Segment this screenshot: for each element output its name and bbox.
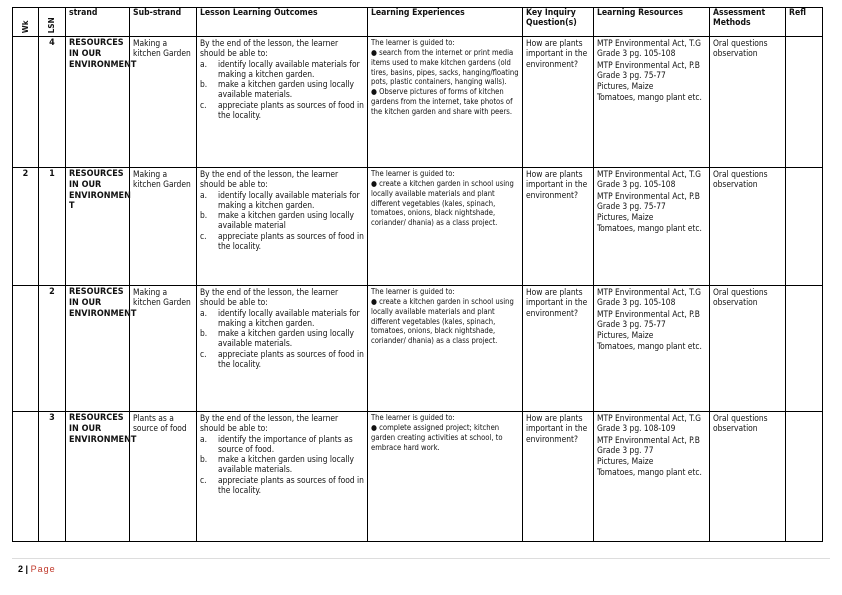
week-cell — [13, 286, 39, 412]
outcome-letter: a. — [200, 58, 208, 69]
sub-strand-cell: Plants as a source of food — [130, 412, 197, 542]
outcome-item — [200, 79, 364, 100]
resource-item: Pictures, Maize — [597, 81, 654, 91]
outcome-letter: a. — [200, 189, 208, 200]
experiences-cell — [368, 286, 523, 412]
outcome-letter: b. — [200, 79, 208, 89]
header-week: Wk — [13, 8, 39, 37]
outcome-item — [200, 434, 364, 455]
header-resources: Learning Resources — [594, 8, 710, 37]
inquiry-cell: How are plants important in the environment? — [523, 37, 594, 168]
outcome-item — [200, 190, 364, 211]
sub-strand-cell: Making a kitchen Garden — [130, 168, 197, 286]
inquiry-cell: How are plants important in the environment? — [523, 286, 594, 412]
reflection-cell — [786, 168, 823, 286]
resource-item: MTP Environmental Act, T.G Grade 3 pg. 105-108 — [597, 38, 701, 59]
outcome-letter: b. — [200, 454, 208, 464]
outcomes-cell — [197, 168, 368, 286]
experience-item: ● search from the internet or print media items used to make kitchen gardens (old tires, basins, pipes, sacks, hanging/floating pots, plastic containers, hanging walls). — [371, 47, 519, 87]
lesson-row — [13, 412, 823, 542]
strand-cell: RESOURCES IN OUR ENVIRONMENT — [66, 412, 130, 542]
reflection-cell — [786, 286, 823, 412]
header-strand: strand — [66, 8, 130, 37]
experiences-cell — [368, 412, 523, 542]
assessment-cell: Oral questions observation — [710, 168, 786, 286]
experiences-intro: The learner is guided to: — [371, 413, 455, 422]
sub-strand-cell: Making a kitchen Garden — [130, 286, 197, 412]
header-inquiry: Key Inquiry Question(s) — [523, 8, 594, 37]
outcomes-intro: By the end of the lesson, the learner should be able to: — [200, 413, 339, 434]
assessment-cell: Oral questions observation — [710, 37, 786, 168]
lesson-cell: 4 — [39, 37, 66, 168]
assessment-cell: Oral questions observation — [710, 286, 786, 412]
reflection-cell — [786, 37, 823, 168]
outcomes-cell — [197, 37, 368, 168]
outcomes-list — [200, 59, 364, 121]
resources-cell — [594, 286, 710, 412]
outcomes-list — [200, 308, 364, 370]
outcome-letter: b. — [200, 328, 208, 338]
sub-strand-cell: Making a kitchen Garden — [130, 37, 197, 168]
strand-cell: RESOURCES IN OUR ENVIRONMENT — [66, 286, 130, 412]
week-cell — [13, 37, 39, 168]
header-lesson: LSN — [39, 8, 66, 37]
lesson-row — [13, 286, 823, 412]
strand-cell: RESOURCES IN OUR ENVIRONMEN T — [66, 168, 130, 286]
experiences-list — [371, 48, 519, 117]
outcome-letter: b. — [200, 210, 208, 220]
footer-divider — [12, 558, 830, 559]
assessment-cell: Oral questions observation — [710, 412, 786, 542]
experiences-intro: The learner is guided to: — [371, 169, 455, 178]
lesson-row — [13, 168, 823, 286]
resource-item: Pictures, Maize — [597, 330, 654, 340]
resource-item: MTP Environmental Act, T.G Grade 3 pg. 108-109 — [597, 413, 701, 434]
outcome-item — [200, 59, 364, 80]
resource-item: Tomatoes, mango plant etc. — [597, 92, 702, 103]
outcome-text: appreciate plants as sources of food in the locality. — [218, 99, 364, 120]
lesson-row — [13, 37, 823, 168]
footer-separator: | — [25, 564, 29, 574]
experiences-cell — [368, 168, 523, 286]
outcome-text: make a kitchen garden using locally available materials. — [218, 454, 354, 475]
experience-item: ● create a kitchen garden in school using locally available materials and plant different vegetables (kales, spinach, tomatoes, onions, black nightshade, coriander/ dhania) as a class project. — [371, 178, 514, 228]
experiences-intro: The learner is guided to: — [371, 38, 455, 47]
page-footer — [18, 564, 56, 574]
resource-item: MTP Environmental Act, P.B Grade 3 pg. 77 — [597, 434, 700, 455]
outcome-item — [200, 231, 364, 252]
lesson-cell: 2 — [39, 286, 66, 412]
resource-item: MTP Environmental Act, P.B Grade 3 pg. 75-77 — [597, 190, 700, 211]
strand-cell: RESOURCES IN OUR ENVIRONMENT — [66, 37, 130, 168]
outcome-letter: c. — [200, 230, 207, 241]
outcome-item — [200, 349, 364, 370]
resource-item: MTP Environmental Act, P.B Grade 3 pg. 75-77 — [597, 308, 700, 329]
outcome-text: identify locally available materials for making a kitchen garden. — [218, 307, 360, 328]
outcomes-list — [200, 434, 364, 496]
outcome-item — [200, 308, 364, 329]
header-experiences: Learning Experiences — [368, 8, 523, 37]
lesson-cell: 3 — [39, 412, 66, 542]
experiences-list — [371, 297, 519, 346]
page-number: 2 — [18, 564, 24, 574]
outcome-item — [200, 210, 364, 231]
week-cell — [13, 412, 39, 542]
resource-item: MTP Environmental Act, T.G Grade 3 pg. 105-108 — [597, 169, 701, 190]
outcomes-intro: By the end of the lesson, the learner should be able to: — [200, 287, 339, 308]
header-sub-strand: Sub-strand — [130, 8, 197, 37]
outcome-item — [200, 100, 364, 121]
resource-item: Tomatoes, mango plant etc. — [597, 223, 702, 234]
reflection-cell — [786, 412, 823, 542]
outcome-letter: c. — [200, 348, 207, 359]
outcome-text: identify the importance of plants as source of food. — [218, 433, 353, 454]
resource-item: Tomatoes, mango plant etc. — [597, 341, 702, 352]
outcome-text: appreciate plants as sources of food in the locality. — [218, 230, 364, 251]
experience-item: ● complete assigned project; kitchen garden creating activities at school, to embrace hard work. — [371, 422, 503, 452]
resource-item: Tomatoes, mango plant etc. — [597, 467, 702, 478]
header-assessment: Assessment Methods — [710, 8, 786, 37]
outcome-item — [200, 475, 364, 496]
outcome-letter: a. — [200, 433, 208, 444]
resources-cell — [594, 168, 710, 286]
outcome-text: appreciate plants as sources of food in the locality. — [218, 348, 364, 369]
resource-item: MTP Environmental Act, T.G Grade 3 pg. 105-108 — [597, 287, 701, 308]
experience-item: ● create a kitchen garden in school using locally available materials and plant different vegetables (kales, spinach, tomatoes, onions, black nightshade, coriander/ dhania) as a class project. — [371, 296, 514, 346]
scheme-of-work-table — [12, 7, 823, 542]
outcomes-list — [200, 190, 364, 252]
inquiry-cell: How are plants important in the environment? — [523, 168, 594, 286]
outcomes-cell — [197, 286, 368, 412]
outcome-text: make a kitchen garden using locally available materials. — [218, 79, 354, 100]
outcomes-intro: By the end of the lesson, the learner should be able to: — [200, 38, 339, 59]
resources-cell — [594, 37, 710, 168]
outcome-letter: c. — [200, 474, 207, 485]
outcome-letter: c. — [200, 99, 207, 110]
outcome-item — [200, 328, 364, 349]
outcome-letter: a. — [200, 307, 208, 318]
lesson-cell: 1 — [39, 168, 66, 286]
experience-item: ● Observe pictures of forms of kitchen gardens from the internet, take photos of the kitchen garden and share with peers. — [371, 87, 513, 117]
outcome-text: make a kitchen garden using locally available materials. — [218, 328, 354, 349]
experiences-cell — [368, 37, 523, 168]
experiences-list — [371, 179, 519, 228]
page-label: Page — [30, 564, 56, 574]
inquiry-cell: How are plants important in the environment? — [523, 412, 594, 542]
outcome-text: identify locally available materials for making a kitchen garden. — [218, 58, 360, 79]
header-row — [13, 8, 823, 37]
header-outcomes: Lesson Learning Outcomes — [197, 8, 368, 37]
resources-cell — [594, 412, 710, 542]
outcomes-intro: By the end of the lesson, the learner should be able to: — [200, 169, 339, 190]
outcome-text: identify locally available materials for making a kitchen garden. — [218, 189, 360, 210]
header-reflection: Refl — [786, 8, 823, 37]
resource-item: Pictures, Maize — [597, 456, 654, 466]
outcome-text: appreciate plants as sources of food in the locality. — [218, 474, 364, 495]
outcome-text: make a kitchen garden using locally available material — [218, 210, 354, 231]
week-cell: 2 — [13, 168, 39, 286]
outcomes-cell — [197, 412, 368, 542]
experiences-intro: The learner is guided to: — [371, 287, 455, 296]
resource-item: MTP Environmental Act, P.B Grade 3 pg. 75-77 — [597, 59, 700, 80]
outcome-item — [200, 454, 364, 475]
resource-item: Pictures, Maize — [597, 212, 654, 222]
experiences-list — [371, 423, 519, 453]
